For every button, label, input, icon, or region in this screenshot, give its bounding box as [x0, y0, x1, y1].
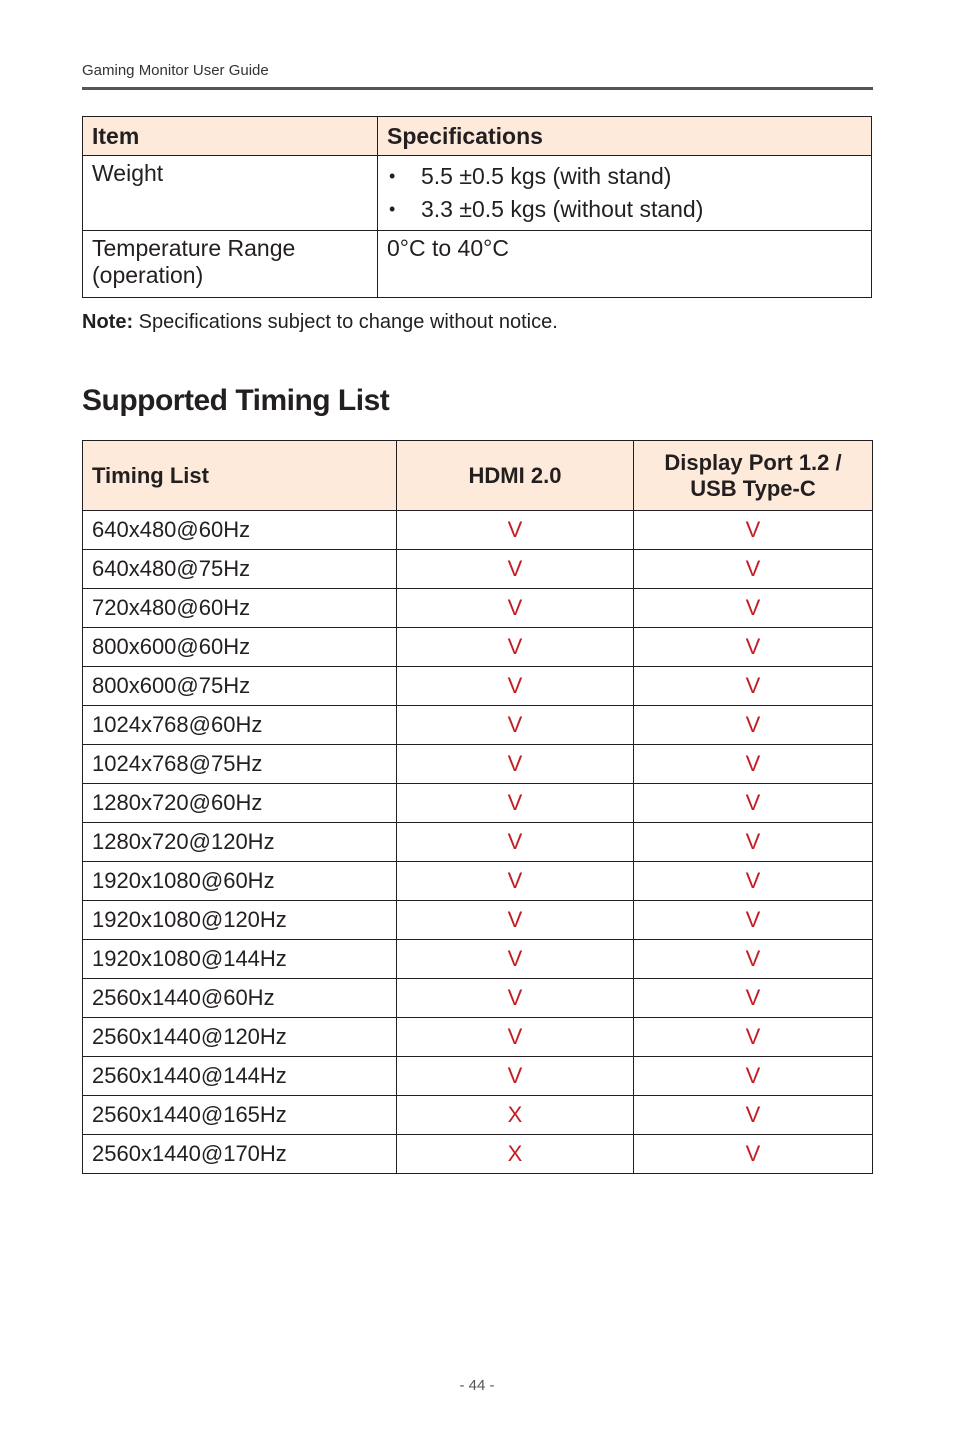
table-row [83, 1018, 873, 1057]
section-title: Supported Timing List [82, 384, 390, 417]
timing-hdmi-support: V [397, 979, 634, 1018]
weight-with-stand: • 5.5 ±0.5 kgs (with stand) [387, 160, 862, 193]
timing-header-displayport [634, 441, 873, 511]
timing-displayport-support: V [634, 589, 873, 628]
table-row [83, 1096, 873, 1135]
timing-displayport-support: V [634, 784, 873, 823]
timing-resolution: 800x600@75Hz [83, 667, 397, 706]
timing-resolution: 1280x720@60Hz [83, 784, 397, 823]
table-row [83, 1135, 873, 1174]
timing-hdmi-support: V [397, 745, 634, 784]
timing-resolution: 2560x1440@165Hz [83, 1096, 397, 1135]
header-rule [82, 87, 873, 90]
specifications-table [82, 116, 872, 298]
table-row [83, 784, 873, 823]
table-row [83, 667, 873, 706]
timing-displayport-support: V [634, 1018, 873, 1057]
timing-hdmi-support: V [397, 784, 634, 823]
timing-hdmi-support: V [397, 901, 634, 940]
spec-header-specifications: Specifications [378, 117, 872, 156]
timing-displayport-support: V [634, 550, 873, 589]
temperature-label-line1: Temperature Range [92, 235, 296, 261]
timing-resolution: 2560x1440@60Hz [83, 979, 397, 1018]
spec-item-temperature [83, 231, 378, 298]
timing-resolution: 1920x1080@144Hz [83, 940, 397, 979]
timing-hdmi-support: V [397, 823, 634, 862]
temperature-label-line2: (operation) [92, 262, 204, 288]
table-row [83, 862, 873, 901]
timing-hdmi-support: V [397, 667, 634, 706]
timing-hdmi-support: V [397, 940, 634, 979]
spec-item-weight: Weight [83, 156, 378, 231]
document-header: Gaming Monitor User Guide [82, 62, 269, 79]
spec-row-temperature [83, 231, 872, 298]
timing-displayport-support: V [634, 1135, 873, 1174]
timing-displayport-support: V [634, 940, 873, 979]
timing-hdmi-support: V [397, 862, 634, 901]
timing-displayport-support: V [634, 706, 873, 745]
table-row [83, 1057, 873, 1096]
timing-resolution: 1024x768@75Hz [83, 745, 397, 784]
timing-resolution: 1920x1080@120Hz [83, 901, 397, 940]
timing-hdmi-support: V [397, 706, 634, 745]
spec-row-weight [83, 156, 872, 231]
weight-without-stand: • 3.3 ±0.5 kgs (without stand) [387, 193, 862, 226]
weight-list [387, 160, 862, 226]
timing-body [83, 511, 873, 1174]
table-row [83, 550, 873, 589]
timing-resolution: 800x600@60Hz [83, 628, 397, 667]
timing-displayport-support: V [634, 628, 873, 667]
spec-header-row [83, 117, 872, 156]
timing-resolution: 2560x1440@170Hz [83, 1135, 397, 1174]
timing-resolution: 1280x720@120Hz [83, 823, 397, 862]
timing-hdmi-support: V [397, 628, 634, 667]
table-row [83, 823, 873, 862]
timing-hdmi-support: X [397, 1096, 634, 1135]
timing-resolution: 2560x1440@120Hz [83, 1018, 397, 1057]
timing-resolution: 640x480@75Hz [83, 550, 397, 589]
timing-header-displayport-line1: Display Port 1.2 / [664, 449, 842, 475]
timing-header-hdmi: HDMI 2.0 [397, 441, 634, 511]
timing-resolution: 720x480@60Hz [83, 589, 397, 628]
timing-hdmi-support: V [397, 589, 634, 628]
timing-hdmi-support: V [397, 1057, 634, 1096]
table-row [83, 706, 873, 745]
timing-displayport-support: V [634, 901, 873, 940]
timing-hdmi-support: V [397, 1018, 634, 1057]
note-text: Specifications subject to change without notice. [133, 311, 558, 333]
timing-displayport-support: V [634, 979, 873, 1018]
table-row [83, 745, 873, 784]
timing-header-row [83, 441, 873, 511]
table-row [83, 511, 873, 550]
table-row [83, 589, 873, 628]
timing-header-timing-list: Timing List [83, 441, 397, 511]
timing-displayport-support: V [634, 1096, 873, 1135]
timing-header-displayport-line2: USB Type-C [690, 475, 816, 501]
timing-hdmi-support: V [397, 550, 634, 589]
note [82, 311, 558, 334]
timing-hdmi-support: X [397, 1135, 634, 1174]
timing-displayport-support: V [634, 862, 873, 901]
timing-displayport-support: V [634, 823, 873, 862]
table-row [83, 940, 873, 979]
timing-displayport-support: V [634, 511, 873, 550]
spec-header-item: Item [83, 117, 378, 156]
timing-displayport-support: V [634, 667, 873, 706]
table-row [83, 628, 873, 667]
timing-table [82, 440, 873, 1174]
timing-resolution: 1920x1080@60Hz [83, 862, 397, 901]
timing-hdmi-support: V [397, 511, 634, 550]
timing-resolution: 1024x768@60Hz [83, 706, 397, 745]
page-number: - 44 - [459, 1377, 495, 1394]
timing-resolution: 640x480@60Hz [83, 511, 397, 550]
note-label: Note: [82, 311, 134, 333]
timing-resolution: 2560x1440@144Hz [83, 1057, 397, 1096]
timing-displayport-support: V [634, 1057, 873, 1096]
table-row [83, 901, 873, 940]
spec-value-temperature: 0°C to 40°C [378, 231, 872, 298]
spec-value-weight [378, 156, 872, 231]
table-row [83, 979, 873, 1018]
timing-displayport-support: V [634, 745, 873, 784]
